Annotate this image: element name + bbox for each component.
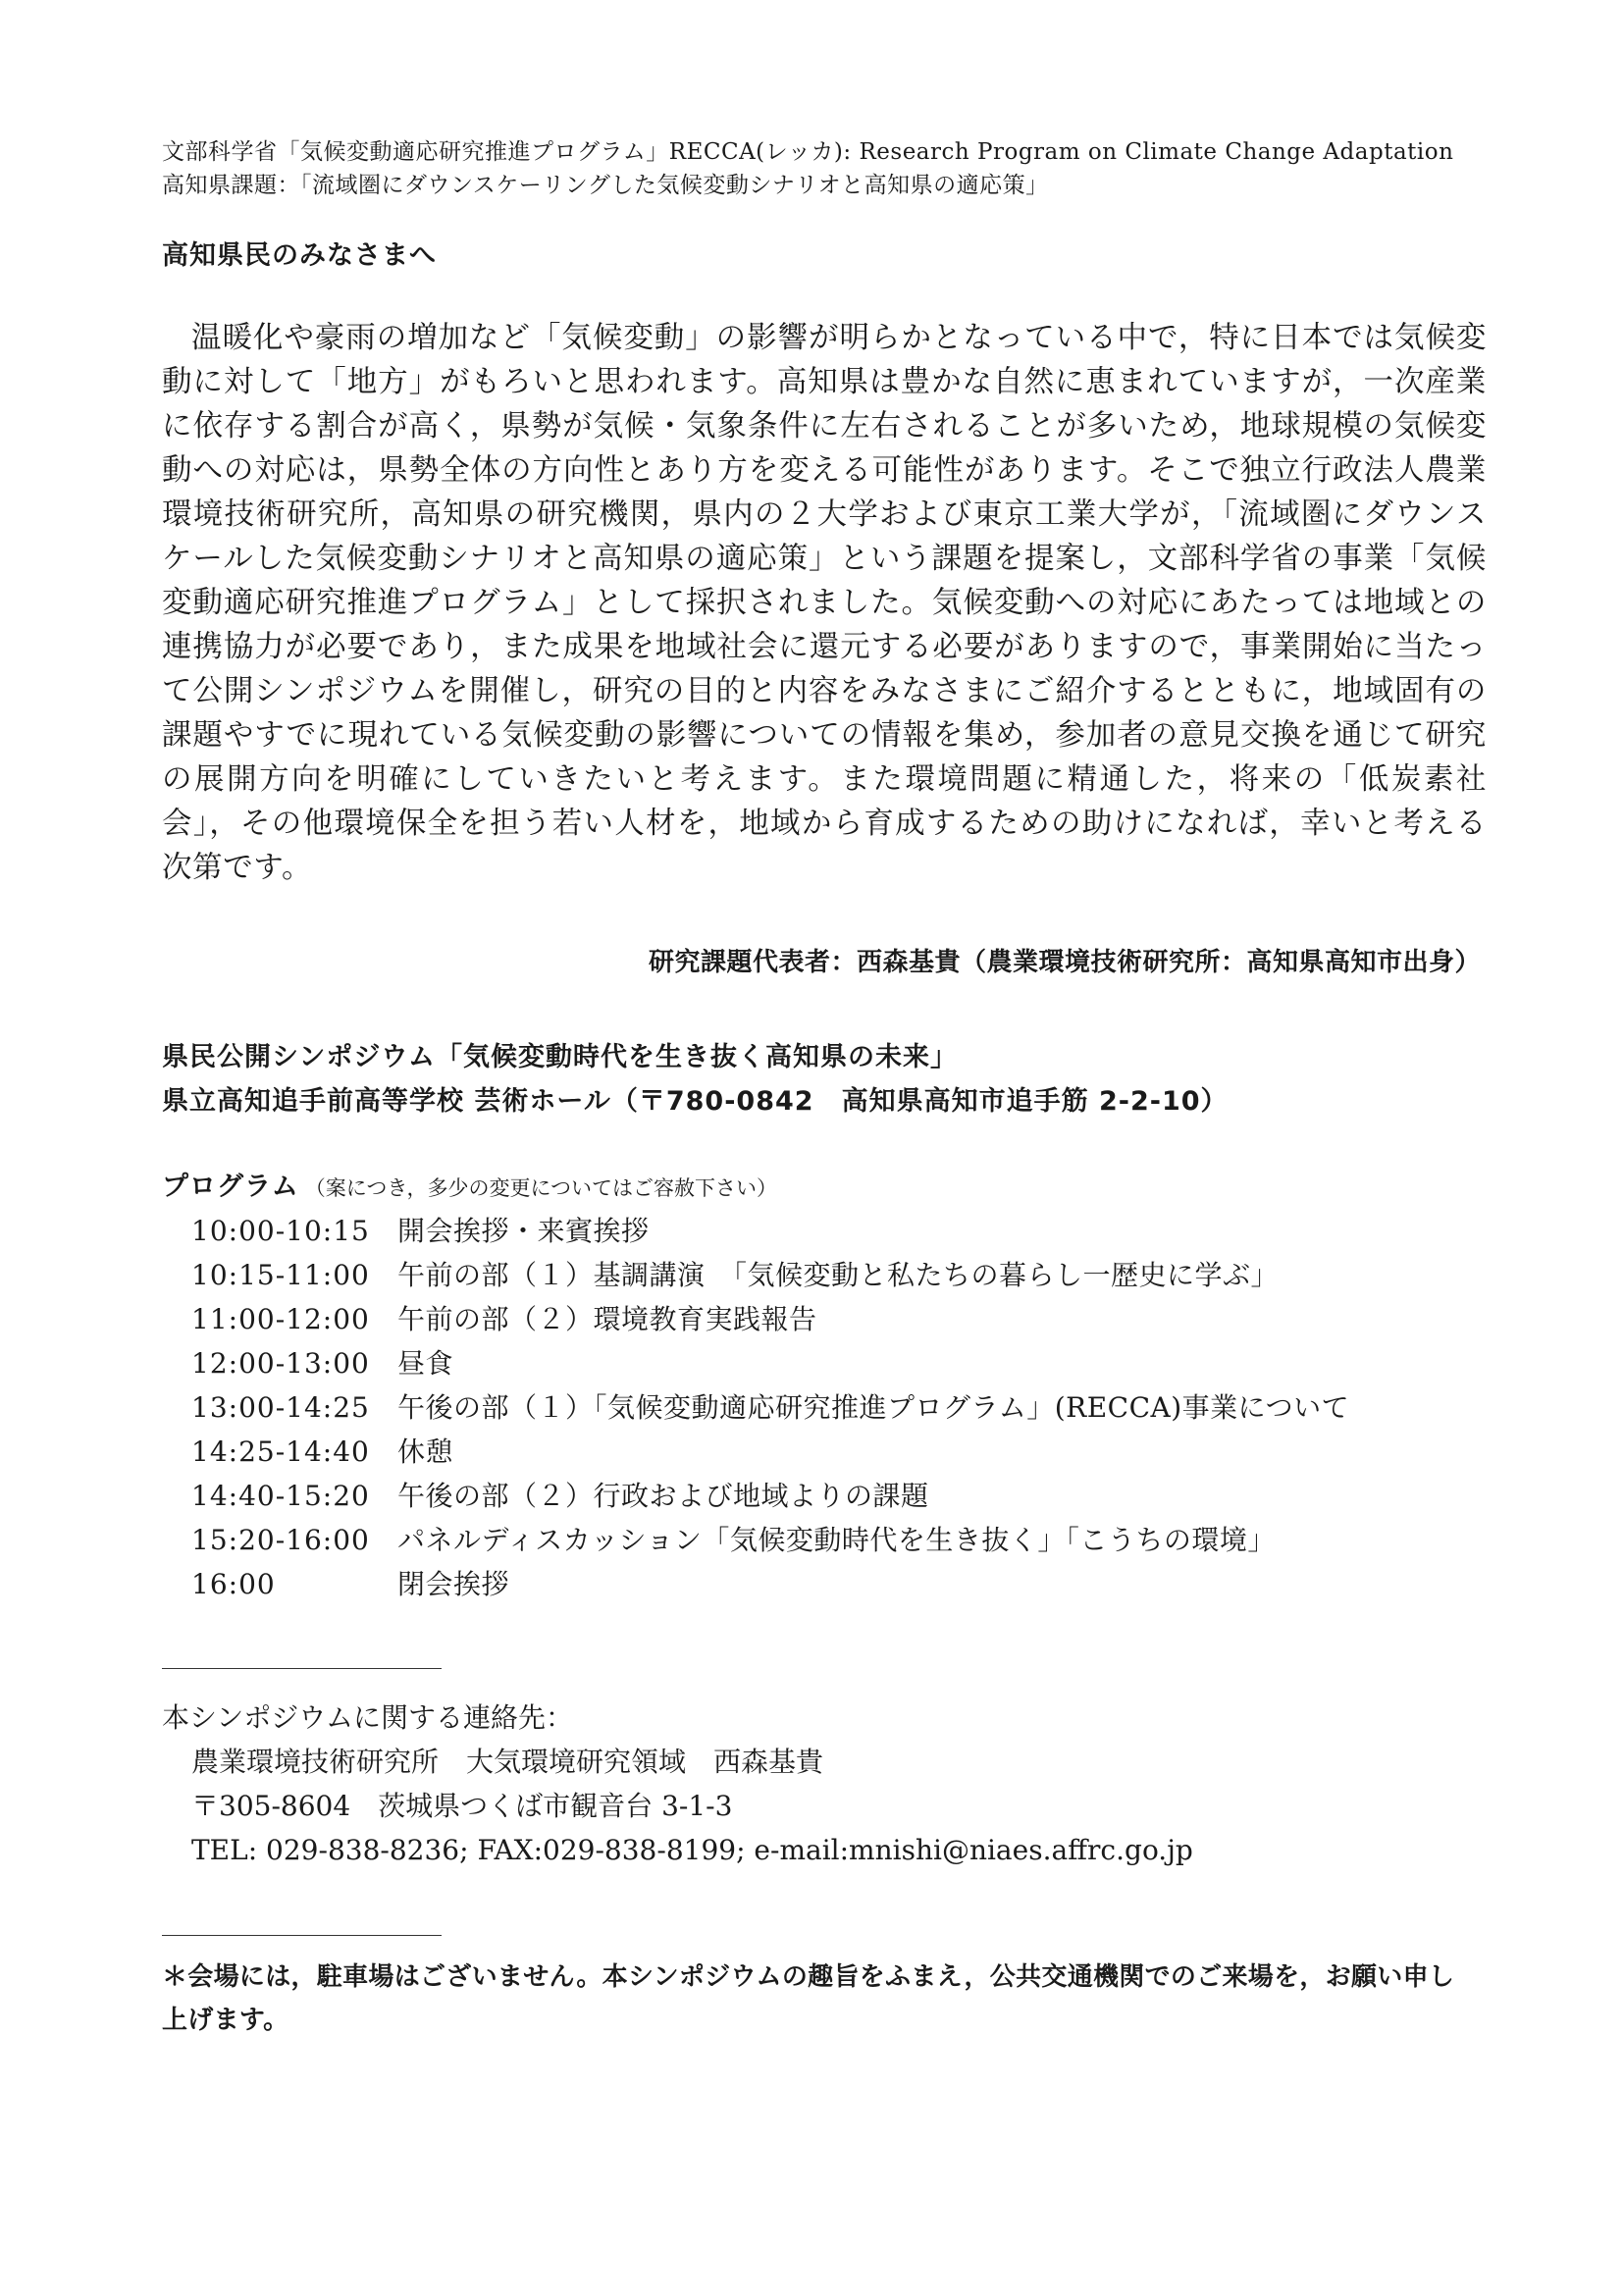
schedule-time: 12:00-13:00 [191, 1347, 370, 1380]
document-header [162, 135, 1477, 202]
schedule-time: 15:20-16:00 [191, 1524, 370, 1556]
divider [162, 1935, 442, 1936]
schedule-time: 11:00-12:00 [191, 1303, 370, 1335]
contact-tel-fax-email: TEL: 029-838-8236; FAX:029-838-8199; e-mail:mnishi@niaes.affrc.go.jp [191, 1834, 1193, 1866]
symposium-venue: 県立高知追手前高等学校 芸術ホール（〒780-0842 高知県高知市追手筋 2-2-10） [162, 1086, 1229, 1117]
schedule-item: 昼食 [397, 1347, 454, 1380]
divider [162, 1668, 442, 1669]
parking-notice: ＊会場には，駐車場はございません。本シンポジウムの趣旨をふまえ，公共交通機関でのご来場を，お願い申し上げます。 [162, 1962, 1455, 2035]
contact-organization: 農業環境技術研究所 大気環境研究領域 西森基貴 [191, 1746, 824, 1778]
schedule-time: 14:40-15:20 [191, 1480, 370, 1512]
program-note: （案につき，多少の変更についてはご容赦下さい） [304, 1176, 778, 1200]
schedule-item: 午前の部（１）基調講演 「気候変動と私たちの暮らし一歴史に学ぶ」 [397, 1259, 1280, 1291]
schedule-item: 午後の部（２）行政および地域よりの課題 [397, 1480, 929, 1512]
schedule-row [191, 1430, 1467, 1474]
schedule-time: 16:00 [191, 1568, 276, 1600]
schedule-item: 午後の部（１）「気候変動適応研究推進プログラム」(RECCA)事業について [397, 1391, 1350, 1424]
schedule-item: 閉会挨拶 [397, 1568, 510, 1600]
schedule-row [191, 1209, 1467, 1253]
intro-paragraph: 温暖化や豪雨の増加など「気候変動」の影響が明らかとなっている中で，特に日本では気候変動に対して「地方」がもろいと思われます。高知県は豊かな自然に恵まれていますが，一次産業に依存する割合が高く，県勢が気候・気象条件に左右されることが多いため，地球規模の気候変動への対応は，県勢全体の方向性とあり方を変える可能性があります。そこで独立行政法人農業環境技術研究所，高知県の研究機関，県内の２大学および東京工業大学が，「流域圏にダウンスケールした気候変動シナリオと高知県の適応策」という課題を提案し，文部科学省の事業「気候変動適応研究推進プログラム」として採択されました。気候変動への対応にあたっては地域との連携協力が必要であり，また成果を地域社会に還元する必要がありますので，事業開始に当たって公開シンポジウムを開催し，研究の目的と内容をみなさまにご紹介するとともに，地域固有の課題やすでに現れている気候変動の影響についての情報を集め，参加者の意見交換を通じて研究の展開方向を明確にしていきたいと考えます。また環境問題に精通した，将来の「低炭素社会」，その他環境保全を担う若い人材を，地域から育成するための助けになれば，幸いと考える次第です。 [162, 321, 1488, 885]
schedule-row [191, 1518, 1467, 1562]
program-schedule [191, 1209, 1467, 1606]
schedule-item: 休憩 [397, 1435, 454, 1468]
schedule-time: 10:00-10:15 [191, 1215, 370, 1247]
schedule-time: 13:00-14:25 [191, 1391, 370, 1424]
contact-address: 〒305-8604 茨城県つくば市観音台 3-1-3 [191, 1790, 733, 1822]
schedule-item: 開会挨拶・来賓挨拶 [397, 1215, 650, 1247]
schedule-item: パネルディスカッション「気候変動時代を生き抜く」「こうちの環境」 [397, 1524, 1276, 1556]
schedule-row [191, 1253, 1467, 1297]
program-title: プログラム [162, 1172, 299, 1202]
contact-label: 本シンポジウムに関する連絡先： [162, 1701, 574, 1734]
header-program-line: 文部科学省「気候変動適応研究推進プログラム」RECCA(レッカ): Research Program on Climate Change Adaptation [162, 139, 1454, 165]
greeting-heading: 高知県民のみなさまへ [162, 240, 437, 271]
representative-line: 研究課題代表者：西森基貴（農業環境技術研究所：高知県高知市出身） [648, 948, 1481, 977]
schedule-row [191, 1474, 1467, 1518]
symposium-title: 県民公開シンポジウム「気候変動時代を生き抜く高知県の未来」 [162, 1042, 959, 1072]
schedule-row [191, 1385, 1467, 1430]
header-project-line: 高知県課題：「流域圏にダウンスケーリングした気候変動シナリオと高知県の適応策」 [162, 173, 1049, 198]
schedule-time: 10:15-11:00 [191, 1259, 370, 1291]
schedule-item: 午前の部（２）環境教育実践報告 [397, 1303, 817, 1335]
schedule-row [191, 1341, 1467, 1385]
schedule-row [191, 1562, 1467, 1606]
contact-block [162, 1696, 1467, 1872]
schedule-row [191, 1297, 1467, 1341]
schedule-time: 14:25-14:40 [191, 1435, 370, 1468]
program-heading [162, 1165, 777, 1203]
